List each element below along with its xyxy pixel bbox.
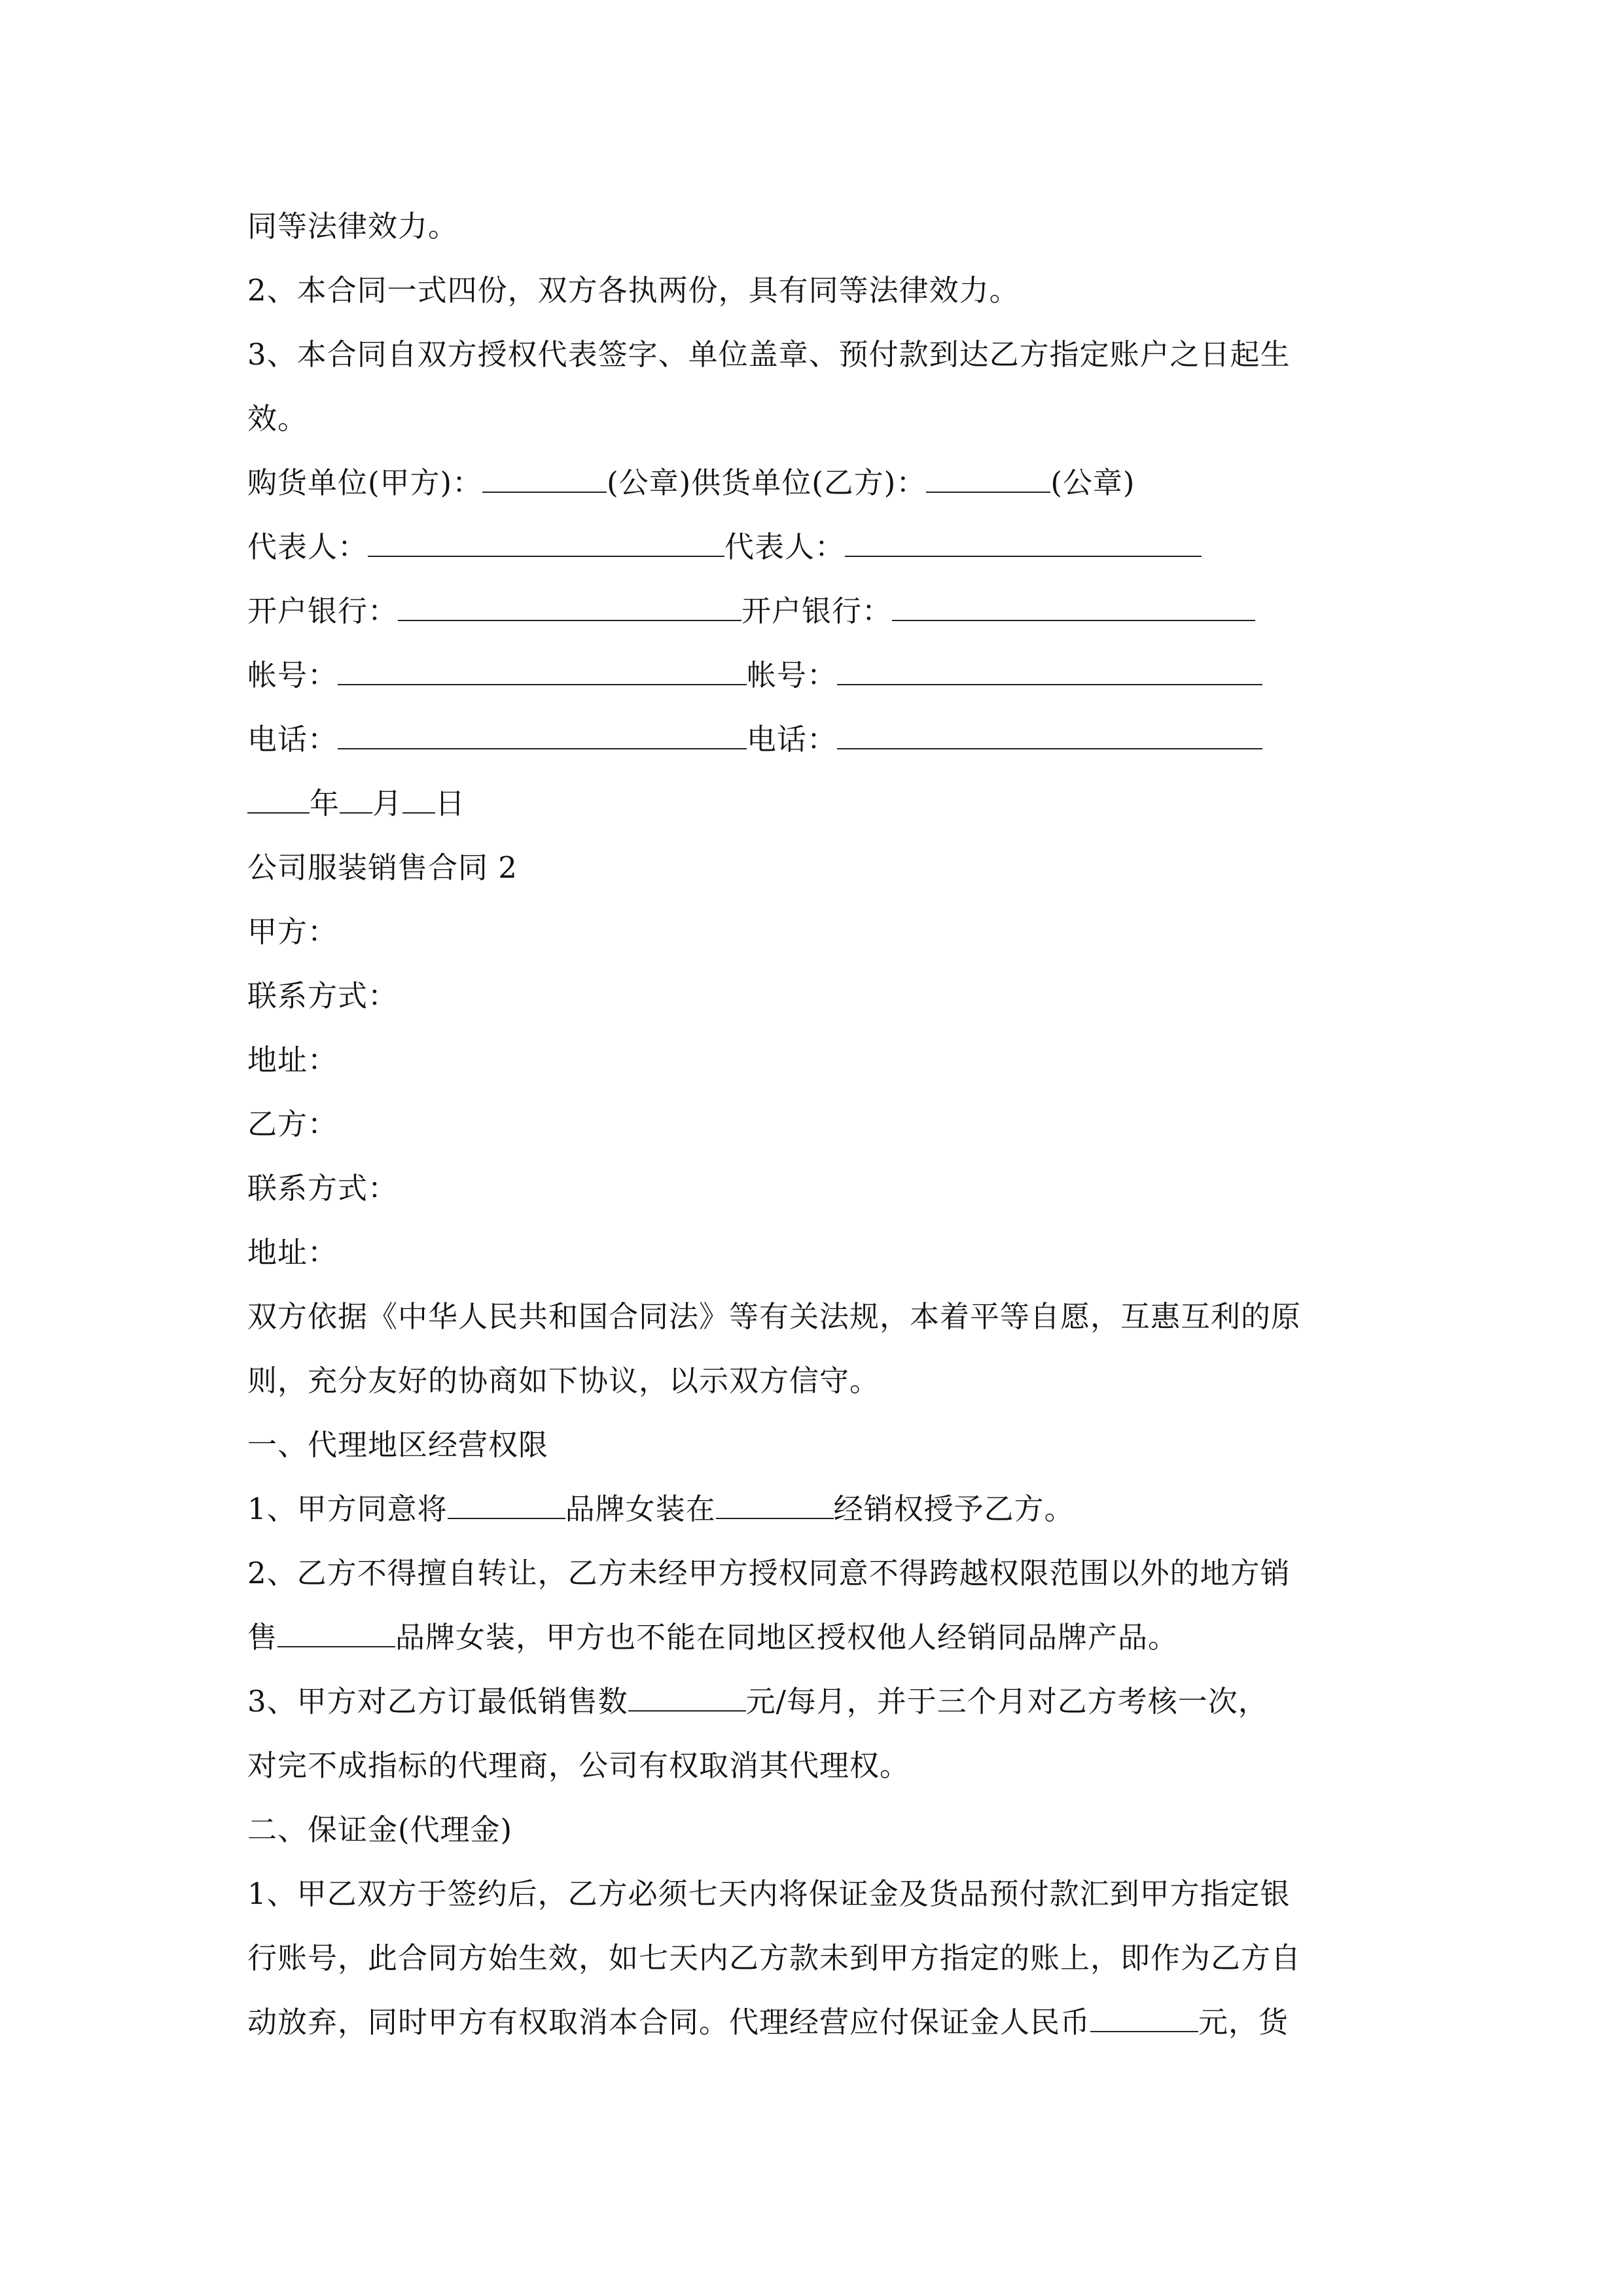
text-line: 效。 — [247, 401, 308, 436]
account-line: 帐号： 帐号： — [247, 657, 1399, 694]
fill-blank — [628, 1684, 746, 1712]
text-line: 2、乙方不得擅自转让，乙方未经甲方授权同意不得跨越权限范围以外的地方销 — [247, 1556, 1291, 1590]
text-line: 双方依据《中华人民共和国合同法》等有关法规，本着平等自愿，互惠互利的原 — [247, 1299, 1302, 1334]
fill-blank — [716, 1492, 834, 1519]
fill-blank — [402, 786, 435, 814]
fill-blank — [448, 1492, 565, 1519]
bank-line: 开户银行： 开户银行： — [247, 593, 1399, 630]
fill-blank — [892, 594, 1255, 621]
fill-blank — [926, 465, 1050, 493]
text-line: 地址： — [247, 1043, 338, 1077]
text-line: 联系方式： — [247, 978, 399, 1013]
fill-blank — [338, 658, 747, 685]
phone-line: 电话： 电话： — [247, 721, 1399, 758]
text-line: 1、甲方同意将 品牌女装在 经销权授予乙方。 — [247, 1492, 1075, 1526]
section-heading: 二、保证金(代理金) — [247, 1812, 513, 1847]
fill-blank — [845, 529, 1202, 557]
text-line: 行账号，此合同方始生效，如七天内乙方款未到甲方指定的账上，即作为乙方自 — [247, 1941, 1302, 1975]
text-line: 3、本合同自双方授权代表签字、单位盖章、预付款到达乙方指定账户之日起生 — [247, 337, 1291, 372]
fill-blank — [482, 465, 607, 493]
text-line: 3、甲方对乙方订最低销售数 元/每月，并于三个月对乙方考核一次， — [247, 1684, 1268, 1719]
date-line: 年 月 日 — [247, 785, 1399, 822]
fill-blank — [398, 594, 741, 621]
fill-blank — [247, 786, 310, 814]
text-line: 乙方： — [247, 1107, 338, 1141]
fill-blank — [837, 658, 1262, 685]
fill-blank — [1090, 2005, 1198, 2032]
text-line: 同等法律效力。 — [247, 209, 459, 243]
signature-units-line: 购货单位(甲方)： (公章)供货单位(乙方)： (公章) — [247, 465, 1135, 500]
fill-blank — [837, 722, 1262, 749]
text-line: 动放弃，同时甲方有权取消本合同。代理经营应付保证金人民币 元，货 — [247, 2005, 1289, 2039]
text-line: 1、甲乙双方于签约后，乙方必须七天内将保证金及货品预付款汇到甲方指定银 — [247, 1876, 1291, 1911]
representative-line: 代表人： 代表人： — [247, 529, 1399, 565]
text-line: 甲方： — [247, 914, 338, 949]
text-line: 售 品牌女装，甲方也不能在同地区授权他人经销同品牌产品。 — [247, 1620, 1179, 1655]
text-line: 则，充分友好的协商如下协议，以示双方信守。 — [247, 1363, 880, 1398]
text-line: 地址： — [247, 1235, 338, 1270]
text-line: 2、本合同一式四份，双方各执两份，具有同等法律效力。 — [247, 273, 1020, 308]
section-title: 公司服装销售合同 2 — [247, 850, 518, 885]
fill-blank — [338, 722, 747, 749]
text-line: 联系方式： — [247, 1171, 399, 1206]
fill-blank — [277, 1620, 395, 1647]
text-line: 对完不成指标的代理商，公司有权取消其代理权。 — [247, 1748, 910, 1783]
section-heading: 一、代理地区经营权限 — [247, 1427, 549, 1462]
fill-blank — [368, 529, 724, 557]
fill-blank — [340, 786, 372, 814]
